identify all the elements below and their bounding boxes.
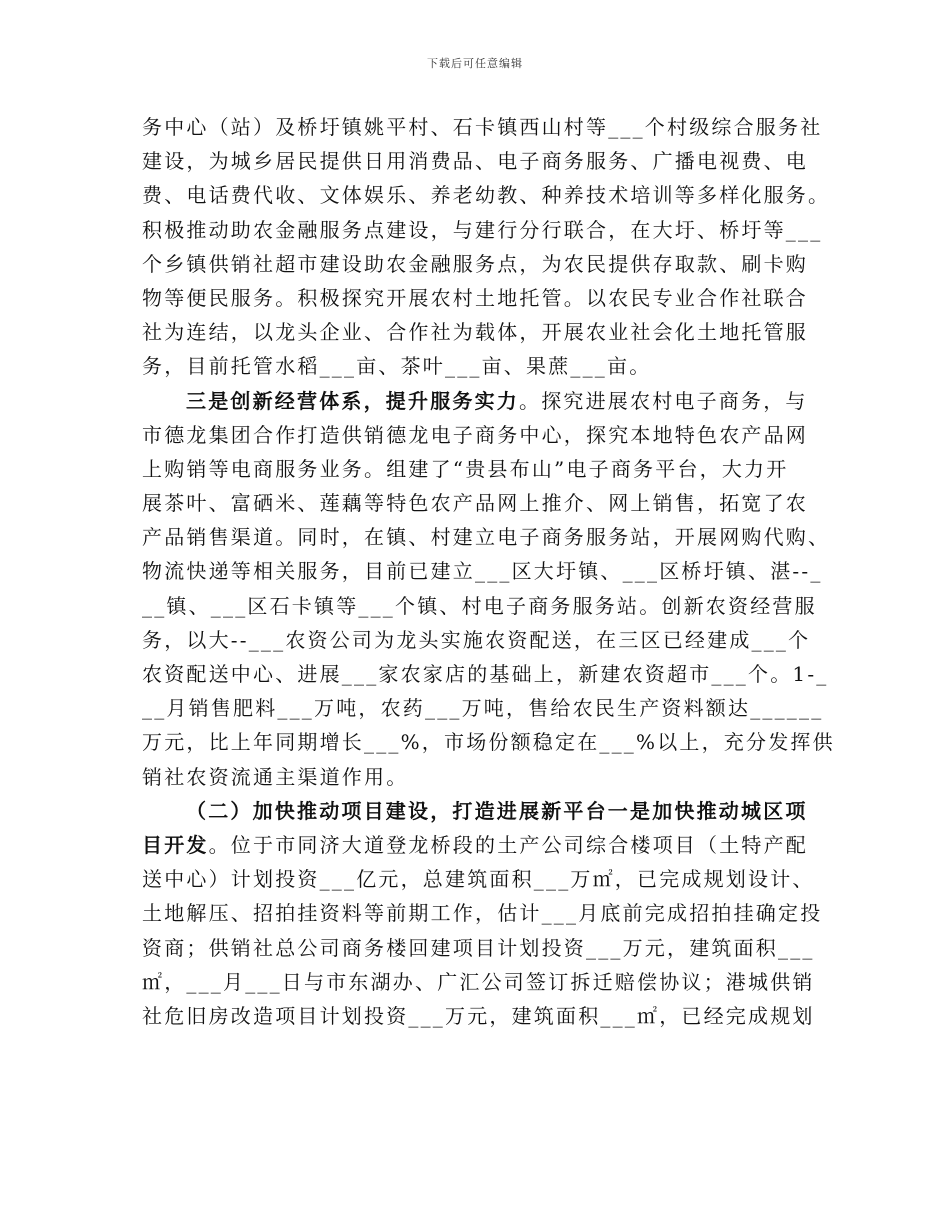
text-line: [142, 349, 822, 383]
text-run: 个乡镇供销社超市建设助农金融服务点，为农民提供存取款、刷卡购: [142, 251, 808, 276]
text-run: 展茶叶、富硒米、莲藕等特色农产品网上推介、网上销售，拓宽了农: [142, 491, 808, 516]
text-line: [142, 213, 822, 247]
text-line: [142, 178, 831, 212]
text-run: __月销售肥料___万吨，农药___万吨，售给农民生产资料额达______: [142, 696, 824, 721]
text-line: [142, 794, 822, 828]
bold-text-run: 三是创新经营体系，提升服务实力: [186, 388, 519, 413]
text-run: 农资配送中心、进展___家农家店的基础上，新建农资超市___个。1-_: [142, 662, 829, 686]
text-run: 。位于市同济大道登龙桥段的土产公司综合楼项目（土特产配: [208, 832, 809, 857]
text-run: 社危旧房改造项目计划投资___万元，建筑面积___㎡，已经完成规划: [142, 1003, 815, 1028]
text-run: 社为连结，以龙头企业、合作社为载体，开展农业社会化土地托管服: [142, 320, 808, 345]
text-run: 。探究进展农村电子商务，与: [519, 388, 808, 413]
text-line: [142, 862, 822, 896]
text-line: [142, 110, 822, 144]
text-line: [142, 589, 822, 623]
text-run: 物等便民服务。积极探究开展农村土地托管。以农民专业合作社联合: [142, 285, 808, 310]
text-run: __镇、___区石卡镇等___个镇、村电子商务服务站。创新农资经营服: [142, 593, 817, 618]
text-run: 销社农资流通主渠道作用。: [142, 764, 409, 789]
text-run: 资商；供销社总公司商务楼回建项目计划投资___万元，建筑面积___: [142, 935, 815, 960]
bold-text-run: （二）加快推动项目建设，打造进展新平台一是加快推动城区项: [186, 798, 808, 823]
text-run: 送中心）计划投资___亿元，总建筑面积___万㎡，已完成规划设计、: [142, 867, 815, 892]
text-run: 上购销等电商服务业务。组建了“贵县布山”电子商务平台，大力开: [142, 456, 789, 481]
text-line: [142, 315, 822, 349]
text-line: [142, 452, 822, 486]
text-line: [142, 554, 822, 588]
text-line: [142, 965, 822, 999]
page-header: 下载后可任意编辑: [427, 57, 523, 70]
text-line: [142, 281, 822, 315]
text-line: [142, 623, 822, 657]
document-body: [142, 110, 835, 1033]
text-line: [142, 725, 835, 759]
text-run: 土地解压、招拍挂资料等前期工作，估计___月底前完成招拍挂确定投: [142, 901, 823, 926]
text-run: 积极推动助农金融服务点建设，与建行分行联合，在大圩、桥圩等___: [142, 217, 823, 242]
text-line: [142, 691, 822, 725]
text-run: 万元，比上年同期增长___%，市场份额稳定在___%以上，充分发挥供: [142, 730, 835, 755]
text-line: [142, 486, 822, 520]
text-run: 产品销售渠道。同时，在镇、村建立电子商务服务站，开展网购代购、: [142, 525, 831, 550]
text-run: 市德龙集团合作打造供销德龙电子商务中心，探究本地特色农产品网: [142, 422, 808, 447]
text-run: 建设，为城乡居民提供日用消费品、电子商务服务、广播电视费、电: [142, 149, 808, 174]
text-line: [142, 828, 822, 862]
text-line: [142, 247, 822, 281]
text-line: [142, 896, 822, 930]
text-run: 务，以大--___农资公司为龙头实施农资配送，在三区已经建成___个: [142, 627, 811, 652]
text-line: [142, 418, 822, 452]
text-run: ㎡，___月___日与市东湖办、广汇公司签订拆迁赔偿协议；港城供销: [142, 969, 815, 994]
text-run: 费、电话费代收、文体娱乐、养老幼教、种养技术培训等多样化服务。: [142, 183, 831, 208]
text-line: [142, 520, 831, 554]
text-line: [142, 384, 822, 418]
text-line: [142, 657, 829, 691]
bold-text-run: 目开发: [142, 832, 209, 857]
text-run: 务中心（站）及桥圩镇姚平村、石卡镇西山村等___个村级综合服务社: [142, 115, 823, 139]
text-line: [142, 931, 822, 965]
text-line: [142, 144, 822, 178]
text-line: [142, 760, 822, 794]
text-run: 物流快递等相关服务，目前已建立___区大圩镇、___区桥圩镇、湛--_: [142, 559, 823, 584]
text-run: 务，目前托管水稻___亩、茶叶___亩、果蔗___亩。: [142, 354, 652, 379]
text-line: [142, 999, 822, 1033]
